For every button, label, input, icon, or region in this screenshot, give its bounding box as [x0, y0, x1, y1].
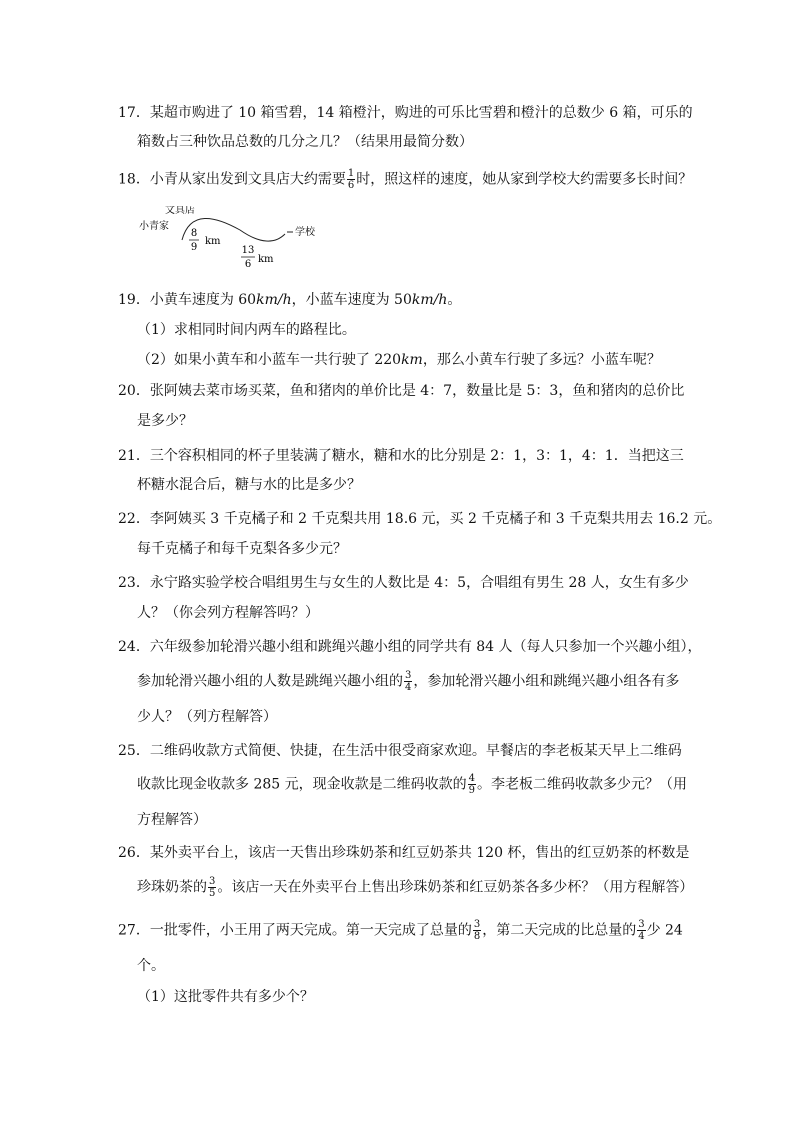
q18-frac-num: 1: [347, 168, 355, 179]
q24-fraction: [404, 670, 412, 693]
seg2-num: 13: [241, 245, 255, 256]
q25-frac-den: 9: [468, 785, 475, 796]
q27-part1: （1）这批零件共有多少个？: [137, 989, 314, 1005]
seg2-unit: km: [258, 254, 274, 265]
q26-frac-den: 5: [209, 888, 216, 899]
q19-part2: [137, 350, 661, 370]
q17-line1: 17．某超市购进了 10 箱雪碧，14 箱橙汁，购进的可乐比雪碧和橙汁的总数少 6 箱，可乐的: [118, 105, 693, 121]
home-label: 小青家: [139, 221, 169, 232]
q19-text-c: 。: [447, 292, 462, 308]
q24-text-a: 参加轮滑兴趣小组的人数是跳绳兴趣小组的: [137, 673, 403, 690]
seg1-unit: km: [205, 236, 221, 247]
q19-line1: [118, 290, 461, 310]
route-diagram: [135, 206, 335, 276]
q27-frac2-num: 3: [638, 919, 645, 930]
q19-part2-a: （2）如果小黄车和小蓝车一共行驶了 220: [137, 352, 402, 368]
q25-line3: 方程解答）: [137, 812, 207, 828]
q24-line2: [137, 670, 679, 693]
q19-part2-b: ，那么小黄车行驶了多远？小蓝车呢？: [422, 352, 661, 368]
q27-frac2-den: 4: [638, 931, 645, 942]
q27-frac1-num: 3: [473, 919, 481, 930]
q25-text-b: 。李老板二维码收款多少元？（用: [477, 776, 687, 793]
q26-line1: 26．某外卖平台上，该店一天售出珍珠奶茶和红豆奶茶共 120 杯，售出的红豆奶茶的杯数是: [118, 845, 690, 861]
q23-line2: 人？（你会列方程解答吗？）: [137, 605, 319, 621]
q20-line2: 是多少？: [137, 413, 193, 429]
q25-line1: 25．二维码收款方式简便、快捷，在生活中很受商家欢迎。早餐店的李老板某天早上二维码: [118, 743, 682, 759]
q19-part2-unit: km: [401, 352, 423, 368]
q26-frac-num: 3: [209, 876, 216, 887]
q27-line2: 个。: [137, 958, 165, 974]
q24-line1: 24．六年级参加轮滑兴趣小组和跳绳兴趣小组的同学共有 84 人（每人只参加一个兴趣小组），: [118, 639, 702, 655]
q24-line3: 少人？（列方程解答）: [137, 709, 277, 725]
q21-line2: 杯糖水混合后，糖与水的比是多少？: [137, 477, 361, 493]
q26-fraction: [208, 876, 216, 899]
q25-frac-num: 4: [468, 773, 475, 784]
q22-line1: 22．李阿姨买 3 千克橘子和 2 千克梨共用 18.6 元，买 2 千克橘子和 3 千克梨共用去 16.2 元。: [118, 511, 722, 527]
q24-frac-den: 4: [405, 682, 412, 693]
q19-text-a: 19．小黄车速度为 60: [118, 292, 257, 308]
q20-line1: 20．张阿姨去菜市场买菜，鱼和猪肉的单价比是 4：7，数量比是 5：3，鱼和猪肉的总价比: [118, 383, 685, 399]
q27-fraction-2: [637, 919, 645, 942]
q24-text-b: ，参加轮滑兴趣小组和跳绳兴趣小组各有多: [413, 673, 680, 690]
store-label: 文具店: [165, 206, 195, 216]
q24-frac-num: 3: [405, 670, 412, 681]
q18-line1: [118, 168, 692, 191]
q27-text-c: 少 24: [646, 922, 683, 939]
q23-line1: 23．永宁路实验学校合唱组男生与女生的人数比是 4：5，合唱组有男生 28 人，女生有多少: [118, 575, 689, 591]
q19-text-b: ，小蓝车速度为 50: [291, 292, 412, 308]
q26-text-b: 。该店一天在外卖平台上售出珍珠奶茶和红豆奶茶各多少杯？（用方程解答）: [217, 879, 694, 896]
school-label: 学校: [295, 227, 315, 238]
seg2-den: 6: [244, 259, 252, 270]
q27-text-a: 27．一批零件，小王用了两天完成。第一天完成了总量的: [118, 922, 472, 939]
q25-text-a: 收款比现金收款多 285 元，现金收款是二维码收款的: [137, 776, 467, 793]
q27-text-b: ，第二天完成的比总量的: [482, 922, 637, 939]
q26-line2: [137, 876, 693, 899]
q25-fraction: [468, 773, 476, 796]
q27-line1: [118, 919, 683, 942]
q19-unit1: km/h: [256, 292, 292, 308]
q18-fraction: [347, 168, 355, 191]
q18-frac-den: 6: [347, 180, 355, 191]
q22-line2: 每千克橘子和每千克梨各多少元？: [137, 541, 347, 557]
q26-text-a: 珍珠奶茶的: [137, 879, 207, 896]
q27-frac1-den: 8: [473, 931, 481, 942]
q19-part1: （1）求相同时间内两车的路程比。: [137, 322, 356, 338]
q25-line2: [137, 773, 687, 796]
seg1-den: 9: [190, 242, 198, 253]
q17-line2: 箱数占三种饮品总数的几分之几？（结果用最简分数）: [137, 134, 473, 150]
q27-fraction-1: [473, 919, 481, 942]
seg1-num: 8: [190, 228, 198, 239]
q19-unit2: km/h: [411, 292, 448, 308]
q21-line1: 21．三个容积相同的杯子里装满了糖水，糖和水的比分别是 2：1，3：1，4：1．当把这三: [118, 448, 684, 464]
q18-text-a: 18．小青从家出发到文具店大约需要: [118, 171, 346, 188]
route-path: [182, 218, 285, 241]
q18-text-b: 时，照这样的速度，她从家到学校大约需要多长时间？: [356, 171, 693, 188]
